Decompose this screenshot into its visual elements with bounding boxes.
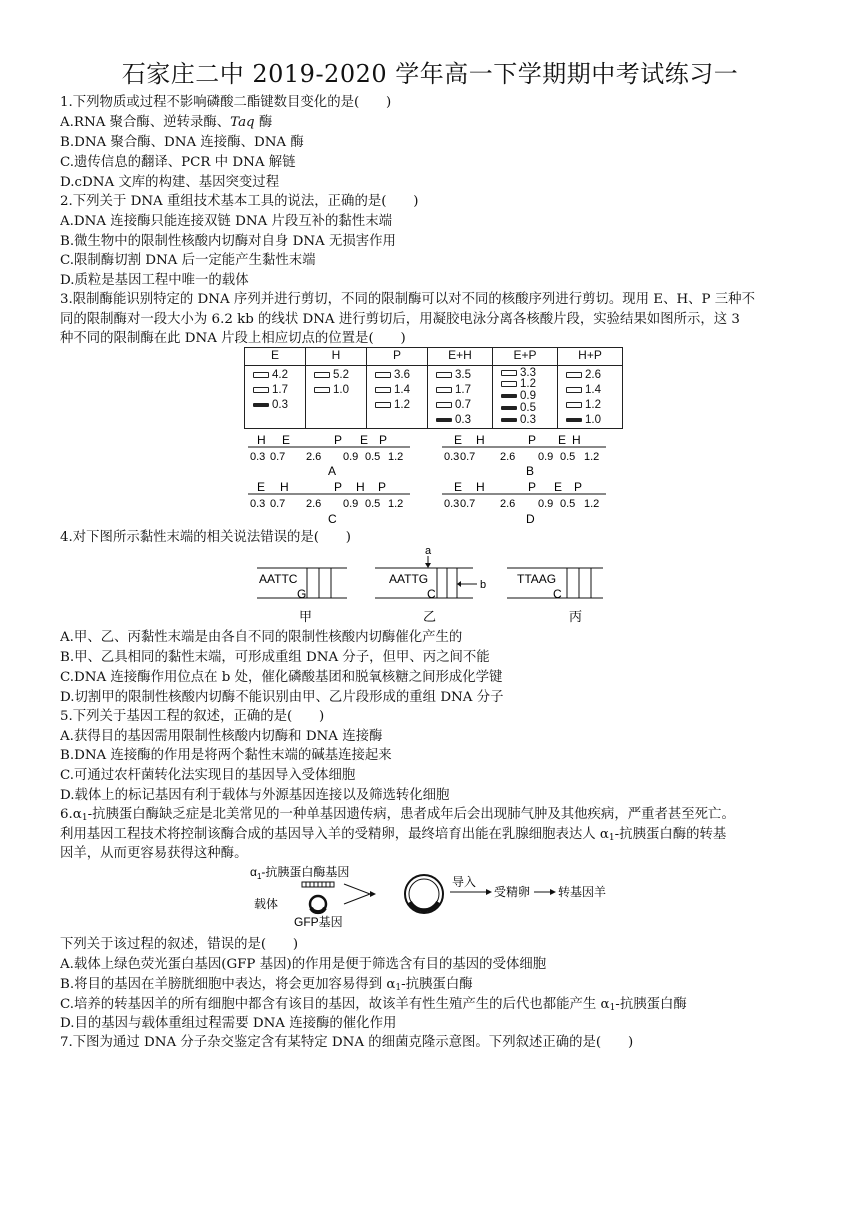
band-mark <box>501 406 517 410</box>
segment-length: 1.2 <box>388 451 404 463</box>
gel-band <box>245 384 305 396</box>
q6-option-c-rest: -抗胰蛋白酶 <box>615 997 687 1012</box>
q6-option-d: D.目的基因与载体重组过程需要 DNA 连接酶的催化作用 <box>60 1016 397 1031</box>
map-d <box>442 480 606 526</box>
merge-line <box>344 894 370 904</box>
band-size: 1.2 <box>585 399 601 411</box>
q2-option-b: B.微生物中的限制性核酸内切酶对自身 DNA 无损害作用 <box>60 234 396 249</box>
q2-option-a: A.DNA 连接酶只能连接双链 DNA 片段互补的黏性末端 <box>60 214 392 229</box>
gel-band <box>493 367 557 378</box>
band-size: 1.2 <box>520 377 536 390</box>
band-size: 1.0 <box>333 384 349 396</box>
band-mark <box>501 370 517 376</box>
band-size: 0.3 <box>455 414 471 426</box>
segment-length: 1.2 <box>584 451 600 463</box>
map-a <box>248 433 410 478</box>
gel-header: E <box>245 348 306 366</box>
gel-header: H <box>306 348 367 366</box>
option-label: D <box>526 512 535 526</box>
band-mark <box>501 381 517 387</box>
band-size: 1.4 <box>585 384 601 396</box>
site-label: P <box>334 480 343 494</box>
band-size: 0.7 <box>455 399 471 411</box>
q3-stem-line2: 同的限制酶对一段大小为 6.2 kb 的线状 DNA 进行剪切后，用凝胶电泳分离各核酸片段，实验结果如图所示，这 3 <box>60 312 740 327</box>
q6-stem-line3: 因羊，从而更容易获得这种酶。 <box>60 846 248 861</box>
q5-stem: 5.下列关于基因工程的叙述，正确的是( ) <box>60 709 325 724</box>
q1-stem: 1.下列物质或过程不影响磷酸二酯键数目变化的是( ) <box>60 95 392 110</box>
sheep-label: 转基因羊 <box>558 885 607 899</box>
map-b <box>442 433 606 478</box>
gel-band <box>306 369 366 381</box>
restriction-maps <box>248 432 628 532</box>
q6-stem2-rest: -抗胰蛋白酶的转基 <box>614 827 727 842</box>
band-size: 1.7 <box>455 384 471 396</box>
q4-option-b: B.甲、乙具相同的黏性末端，可形成重组 DNA 分子，但甲、丙之间不能 <box>60 650 490 665</box>
segment-length: 2.6 <box>500 451 516 463</box>
map-c <box>248 480 410 526</box>
site-label: E <box>454 480 463 494</box>
q1-option-a <box>60 113 820 133</box>
q5-option-b: B.DNA 连接酶的作用是将两个黏性末端的碱基连接起来 <box>60 748 392 763</box>
arrow-a-head <box>425 563 431 568</box>
site-label: P <box>574 480 583 494</box>
gel-band <box>493 402 557 413</box>
q2-stem: 2.下列关于 DNA 重组技术基本工具的说法，正确的是( ) <box>60 194 419 209</box>
gel-band <box>428 399 492 411</box>
develop-arrow-head <box>550 889 556 895</box>
site-label: H <box>356 480 365 494</box>
band-mark <box>375 372 391 378</box>
site-label: E <box>282 433 291 447</box>
segment-length: 1.2 <box>584 498 600 510</box>
label-yi: 乙 <box>423 609 437 624</box>
band-mark <box>436 387 452 393</box>
gel-lane-p <box>367 366 428 429</box>
alpha-subscript: 1 <box>256 872 262 881</box>
label-jia: 甲 <box>299 609 313 624</box>
q3-stem-line1: 3.限制酶能识别特定的 DNA 序列并进行剪切，不同的限制酶可以对不同的核酸序列进行剪切。现用 E、H、P 三种不 <box>60 292 755 307</box>
gel-band <box>558 369 622 381</box>
q6-stem2-start: 利用基因工程技术将控制该酶合成的基因导入羊的受精卵，最终培育出能在乳腺细胞表达人 α <box>60 827 609 842</box>
segment-length: 0.9 <box>343 498 359 510</box>
alpha-subscript: 1 <box>81 813 88 823</box>
band-mark <box>253 372 269 378</box>
q5-option-a: A.获得目的基因需用限制性核酸内切酶和 DNA 连接酶 <box>60 729 383 744</box>
band-size: 0.9 <box>520 389 536 402</box>
q3-stem-line3: 种不同的限制酶在此 DNA 片段上相应切点的位置是( ) <box>60 331 406 346</box>
segment-length: 0.9 <box>343 451 359 463</box>
top-bases: TTAAG <box>517 572 557 586</box>
band-size: 2.6 <box>585 369 601 381</box>
gene-label: -抗胰蛋白酶基因 <box>261 865 350 879</box>
segment-length: 0.7 <box>460 498 476 510</box>
gel-band <box>367 399 427 411</box>
option-label: B <box>526 464 535 478</box>
gel-band <box>558 399 622 411</box>
alpha-symbol <box>250 864 349 881</box>
q5-option-d: D.载体上的标记基因有利于载体与外源基因连接以及筛选转化细胞 <box>60 788 450 803</box>
alpha-subscript: 1 <box>395 983 402 993</box>
sticky-end-bing <box>507 568 603 624</box>
segment-length: 0.5 <box>560 498 576 510</box>
segment-length: 0.7 <box>270 498 286 510</box>
segment-length: 0.3 <box>444 498 460 510</box>
sticky-end-yi <box>375 546 486 624</box>
band-mark <box>501 418 517 422</box>
option-label: A <box>328 464 337 478</box>
site-label: E <box>257 480 266 494</box>
band-size: 5.2 <box>333 369 349 381</box>
gel-lane-e <box>245 366 306 429</box>
band-size: 1.4 <box>394 384 410 396</box>
egg-label: 受精卵 <box>494 885 531 899</box>
site-label: P <box>378 480 387 494</box>
bottom-bases: C <box>553 587 562 601</box>
q2-option-d: D.质粒是基因工程中唯一的载体 <box>60 273 249 288</box>
gel-header: H+P <box>558 348 623 366</box>
gel-band <box>367 384 427 396</box>
band-size: 3.3 <box>520 366 536 379</box>
q6-option-a: A.载体上绿色荧光蛋白基因(GFP 基因)的作用是便于筛选含有目的基因的受体细胞 <box>60 957 547 972</box>
q6-option-b-start: B.将目的基因在羊膀胱细胞中表达，将会更加容易得到 α <box>60 977 396 992</box>
site-label: E <box>558 433 567 447</box>
segment-length: 0.7 <box>460 451 476 463</box>
gel-band <box>493 390 557 401</box>
gel-band <box>558 384 622 396</box>
gel-header: E+H <box>428 348 493 366</box>
segment-length: 0.9 <box>538 451 554 463</box>
gel-band <box>245 369 305 381</box>
band-mark <box>253 403 269 407</box>
band-mark <box>253 387 269 393</box>
gel-electrophoresis-table <box>244 347 623 429</box>
alpha-glyph: α <box>250 865 257 879</box>
segment-length: 0.3 <box>250 451 266 463</box>
band-mark <box>566 387 582 393</box>
segment-length: 1.2 <box>388 498 404 510</box>
page-title: 石家庄二中 2019-2020 学年高一下学期期中考试练习一 <box>121 60 739 88</box>
gene-fragment-icon <box>302 882 334 887</box>
q6-stem1-start: 6.α <box>60 807 82 822</box>
gfp-segment <box>311 908 325 912</box>
site-label: E <box>554 480 563 494</box>
q1-option-a-text: A.RNA 聚合酶、逆转录酶、 <box>60 115 231 130</box>
site-label: H <box>572 433 581 447</box>
band-mark <box>436 418 452 422</box>
q6-option-c-start: C.培养的转基因羊的所有细胞中都含有该目的基因，故该羊有性生殖产生的后代也都能产生 α <box>60 997 610 1012</box>
vector-label: 载体 <box>254 897 279 911</box>
segment-length: 0.3 <box>250 498 266 510</box>
top-bases: AATTC <box>259 572 298 586</box>
q1-option-d: D.cDNA 文库的构建、基因突变过程 <box>60 175 280 190</box>
q1-option-a-suffix: 酶 <box>254 115 273 130</box>
site-label: P <box>334 433 343 447</box>
gel-band <box>428 369 492 381</box>
band-size: 0.3 <box>520 413 536 426</box>
band-mark <box>501 394 517 398</box>
q6-prompt: 下列关于该过程的叙述，错误的是( ) <box>60 937 299 952</box>
q4-option-c: C.DNA 连接酶作用位点在 b 处，催化磷酸基团和脱氧核糖之间形成化学键 <box>60 670 503 685</box>
segment-length: 2.6 <box>306 451 322 463</box>
q5-option-c: C.可通过农杆菌转化法实现目的基因导入受体细胞 <box>60 768 356 783</box>
gel-band <box>367 369 427 381</box>
band-mark <box>436 402 452 408</box>
segment-length: 0.5 <box>560 451 576 463</box>
gfp-label: GFP基因 <box>294 915 343 929</box>
label-bing: 丙 <box>569 609 583 624</box>
q4-stem: 4.对下图所示黏性末端的相关说法错误的是( ) <box>60 530 352 545</box>
site-label: P <box>528 480 537 494</box>
gel-lane-ep <box>493 366 558 429</box>
merge-line <box>344 884 370 894</box>
gel-band <box>558 414 622 426</box>
alpha-subscript: 1 <box>608 833 615 843</box>
band-size: 1.2 <box>394 399 410 411</box>
sticky-end-jia <box>257 568 347 624</box>
bottom-bases: G <box>297 587 307 601</box>
q1-option-c: C.遗传信息的翻译、PCR 中 DNA 解链 <box>60 155 296 170</box>
gel-lane-hp <box>558 366 623 429</box>
segment-length: 0.3 <box>444 451 460 463</box>
segment-length: 0.9 <box>538 498 554 510</box>
q7-stem: 7.下图为通过 DNA 分子杂交鉴定含有某特定 DNA 的细菌克隆示意图。下列叙述正确的是( ) <box>60 1035 634 1050</box>
band-mark <box>375 387 391 393</box>
segment-length: 2.6 <box>306 498 322 510</box>
site-label: E <box>360 433 369 447</box>
import-arrow-head <box>486 889 492 895</box>
band-mark <box>314 372 330 378</box>
gel-band <box>428 414 492 426</box>
q2-option-c: C.限制酶切割 DNA 后一定能产生黏性末端 <box>60 253 316 268</box>
site-label: H <box>257 433 266 447</box>
gel-band <box>245 399 305 411</box>
merge-arrow-head <box>370 891 376 897</box>
gel-lane-h <box>306 366 367 429</box>
segment-length: 0.5 <box>365 498 381 510</box>
band-mark <box>566 372 582 378</box>
alpha-subscript: 1 <box>609 1003 616 1013</box>
band-size: 3.6 <box>394 369 410 381</box>
site-label: E <box>454 433 463 447</box>
gel-header: P <box>367 348 428 366</box>
q4-option-a: A.甲、乙、丙黏性末端是由各自不同的限制性核酸内切酶催化产生的 <box>60 630 463 645</box>
gel-header: E+P <box>493 348 558 366</box>
import-label: 导入 <box>452 875 477 889</box>
mark-a: a <box>425 546 432 557</box>
site-label: P <box>379 433 388 447</box>
q6-option-b-rest: -抗胰蛋白酶 <box>401 977 473 992</box>
band-size: 0.3 <box>272 399 288 411</box>
gel-band <box>428 384 492 396</box>
arrow-b-head <box>457 581 461 587</box>
q1-option-a-italic: Taq <box>230 115 255 130</box>
band-size: 1.0 <box>585 414 601 426</box>
site-label: H <box>476 480 485 494</box>
gel-lane-eh <box>428 366 493 429</box>
band-mark <box>375 402 391 408</box>
inserted-gene <box>410 902 438 910</box>
option-label: C <box>328 512 337 526</box>
q1-option-b: B.DNA 聚合酶、DNA 连接酶、DNA 酶 <box>60 135 304 150</box>
segment-length: 2.6 <box>500 498 516 510</box>
segment-length: 0.7 <box>270 451 286 463</box>
q6-stem1-rest: -抗胰蛋白酶缺乏症是北美常见的一种单基因遗传病，患者成年后会出现肺气肿及其他疾病，严重者甚至死亡。 <box>87 807 735 822</box>
gel-band <box>493 414 557 425</box>
gel-band <box>493 378 557 389</box>
segment-length: 0.5 <box>365 451 381 463</box>
sticky-ends-figure <box>255 546 615 628</box>
band-size: 1.7 <box>272 384 288 396</box>
recombinant-plasmid-icon <box>405 875 443 913</box>
bottom-bases: C <box>427 587 436 601</box>
band-mark <box>566 418 582 422</box>
top-bases: AATTG <box>389 572 429 586</box>
band-mark <box>314 387 330 393</box>
band-size: 3.5 <box>455 369 471 381</box>
band-mark <box>436 372 452 378</box>
site-label: H <box>476 433 485 447</box>
mark-b: b <box>480 579 487 591</box>
band-mark <box>566 402 582 408</box>
band-size: 4.2 <box>272 369 288 381</box>
band-size: 0.5 <box>520 401 536 414</box>
transgenic-sheep-figure <box>248 862 668 930</box>
site-label: H <box>280 480 289 494</box>
site-label: P <box>528 433 537 447</box>
q4-option-d: D.切割甲的限制性核酸内切酶不能识别由甲、乙片段形成的重组 DNA 分子 <box>60 690 504 705</box>
gel-band <box>306 384 366 396</box>
